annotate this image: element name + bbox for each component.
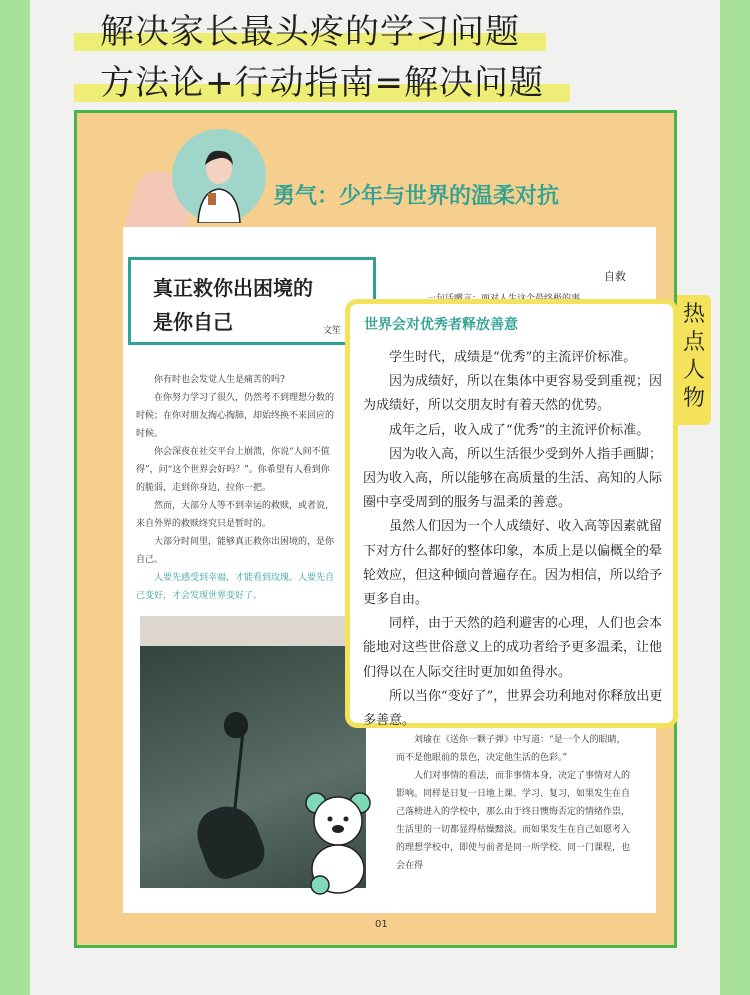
headline-line2 bbox=[100, 55, 544, 104]
body-paragraph: 然而，大部分人等不到幸运的救赎，或者说，来自外界的救赎终究只是暂时的。 bbox=[136, 501, 335, 529]
hot-topic-tab bbox=[677, 295, 711, 425]
teddy-bear-icon bbox=[298, 787, 378, 897]
callout-paragraph: 因为成绩好，所以在集体中更容易受到重视；因为成绩好，所以交朋友时有着天然的优势。 bbox=[363, 374, 663, 414]
article-title-line2: 是你自己 bbox=[153, 310, 233, 334]
article-title-line1: 真正救你出困境的 bbox=[153, 276, 313, 300]
boy-avatar-icon bbox=[172, 129, 266, 223]
body-paragraph: 你会深夜在社交平台上崩溃，你说“人间不值得”，问“这个世界会好吗？”。你希望有人看到你的脆弱，走到你身边，拉你一把。 bbox=[136, 447, 330, 493]
article-body bbox=[136, 371, 336, 605]
callout-card bbox=[345, 299, 678, 728]
right-column-text bbox=[396, 731, 631, 875]
chapter-title: 勇气：少年与世界的温柔对抗 bbox=[273, 184, 560, 209]
callout-paragraph: 成年之后，收入成了“优秀”的主流评价标准。 bbox=[389, 422, 650, 438]
wall-frame bbox=[140, 616, 366, 646]
right-green-stripe bbox=[720, 0, 750, 995]
headline-text-2: 方法论+行动指南=解决问题 bbox=[100, 63, 544, 103]
callout-paragraph: 同样，由于天然的趋利避害的心理，人们也会本能地对这些世俗意义上的成功者给予更多温柔，让他们得以在人际交往时更加如鱼得水。 bbox=[363, 616, 663, 680]
right-paragraph: 刘瑜在《送你一颗子弹》中写道：“是一个人的眼睛，而不是他眼前的景色，决定他生活的色彩。” bbox=[396, 735, 626, 763]
side-tab-label: 热点人物 bbox=[682, 302, 705, 411]
boy-figure-icon bbox=[172, 129, 266, 223]
headline-line1 bbox=[100, 4, 520, 53]
rose-icon bbox=[224, 712, 248, 738]
callout-paragraph: 学生时代，成绩是“优秀”的主流评价标准。 bbox=[389, 350, 637, 365]
body-paragraph: 你有时也会发觉人生是痛苦的吗? bbox=[154, 375, 285, 385]
callout-title: 世界会对优秀者释放善意 bbox=[364, 317, 518, 333]
section-label: 自救 bbox=[604, 270, 626, 283]
callout-body bbox=[363, 346, 668, 733]
body-paragraph: 大部分时间里，能够真正救你出困境的，是你自己。 bbox=[136, 537, 335, 565]
highlight-line: 人要先感受到幸福，才能看到玫瑰。人要先自己变好，才会发现世界变好了。 bbox=[136, 573, 335, 601]
page-number: 01 bbox=[375, 919, 388, 930]
callout-paragraph: 所以当你“变好了”，世界会功利地对你释放出更多善意。 bbox=[363, 688, 663, 729]
body-paragraph: 在你努力学习了很久，仍然考不到理想分数的时候；在你对朋友掏心掏肺，却始终换不来回应的时候。 bbox=[136, 393, 335, 439]
right-paragraph: 人们对事情的看法，而非事情本身，决定了事情对人的影响。同样是日复一日地上课、学习、复习，如果发生在自己落榜进入的学校中，那么由于终日懊悔否定的情绪作祟，生活里的一切都显得枯燥黯淡。而如果发生在自己如愿考入的理想学校中，即使与前者是同一所学校、同一门课程，也会在得 bbox=[396, 771, 631, 871]
author-label: 文笙 bbox=[323, 326, 342, 336]
headline-text-1: 解决家长最头疼的学习问题 bbox=[100, 12, 520, 52]
callout-paragraph: 因为收入高，所以生活很少受到外人指手画脚；因为收入高，所以能够在高质量的生活、高知的人际圈中享受周到的服务与温柔的善意。 bbox=[363, 446, 663, 511]
callout-paragraph: 虽然人们因为一个人成绩好、收入高等因素就留下对方什么都好的整体印象，本质上是以偏概全的晕轮效应，但这种倾向普遍存在。因为相信，所以给予更多自由。 bbox=[363, 519, 663, 608]
left-green-stripe bbox=[0, 0, 30, 995]
